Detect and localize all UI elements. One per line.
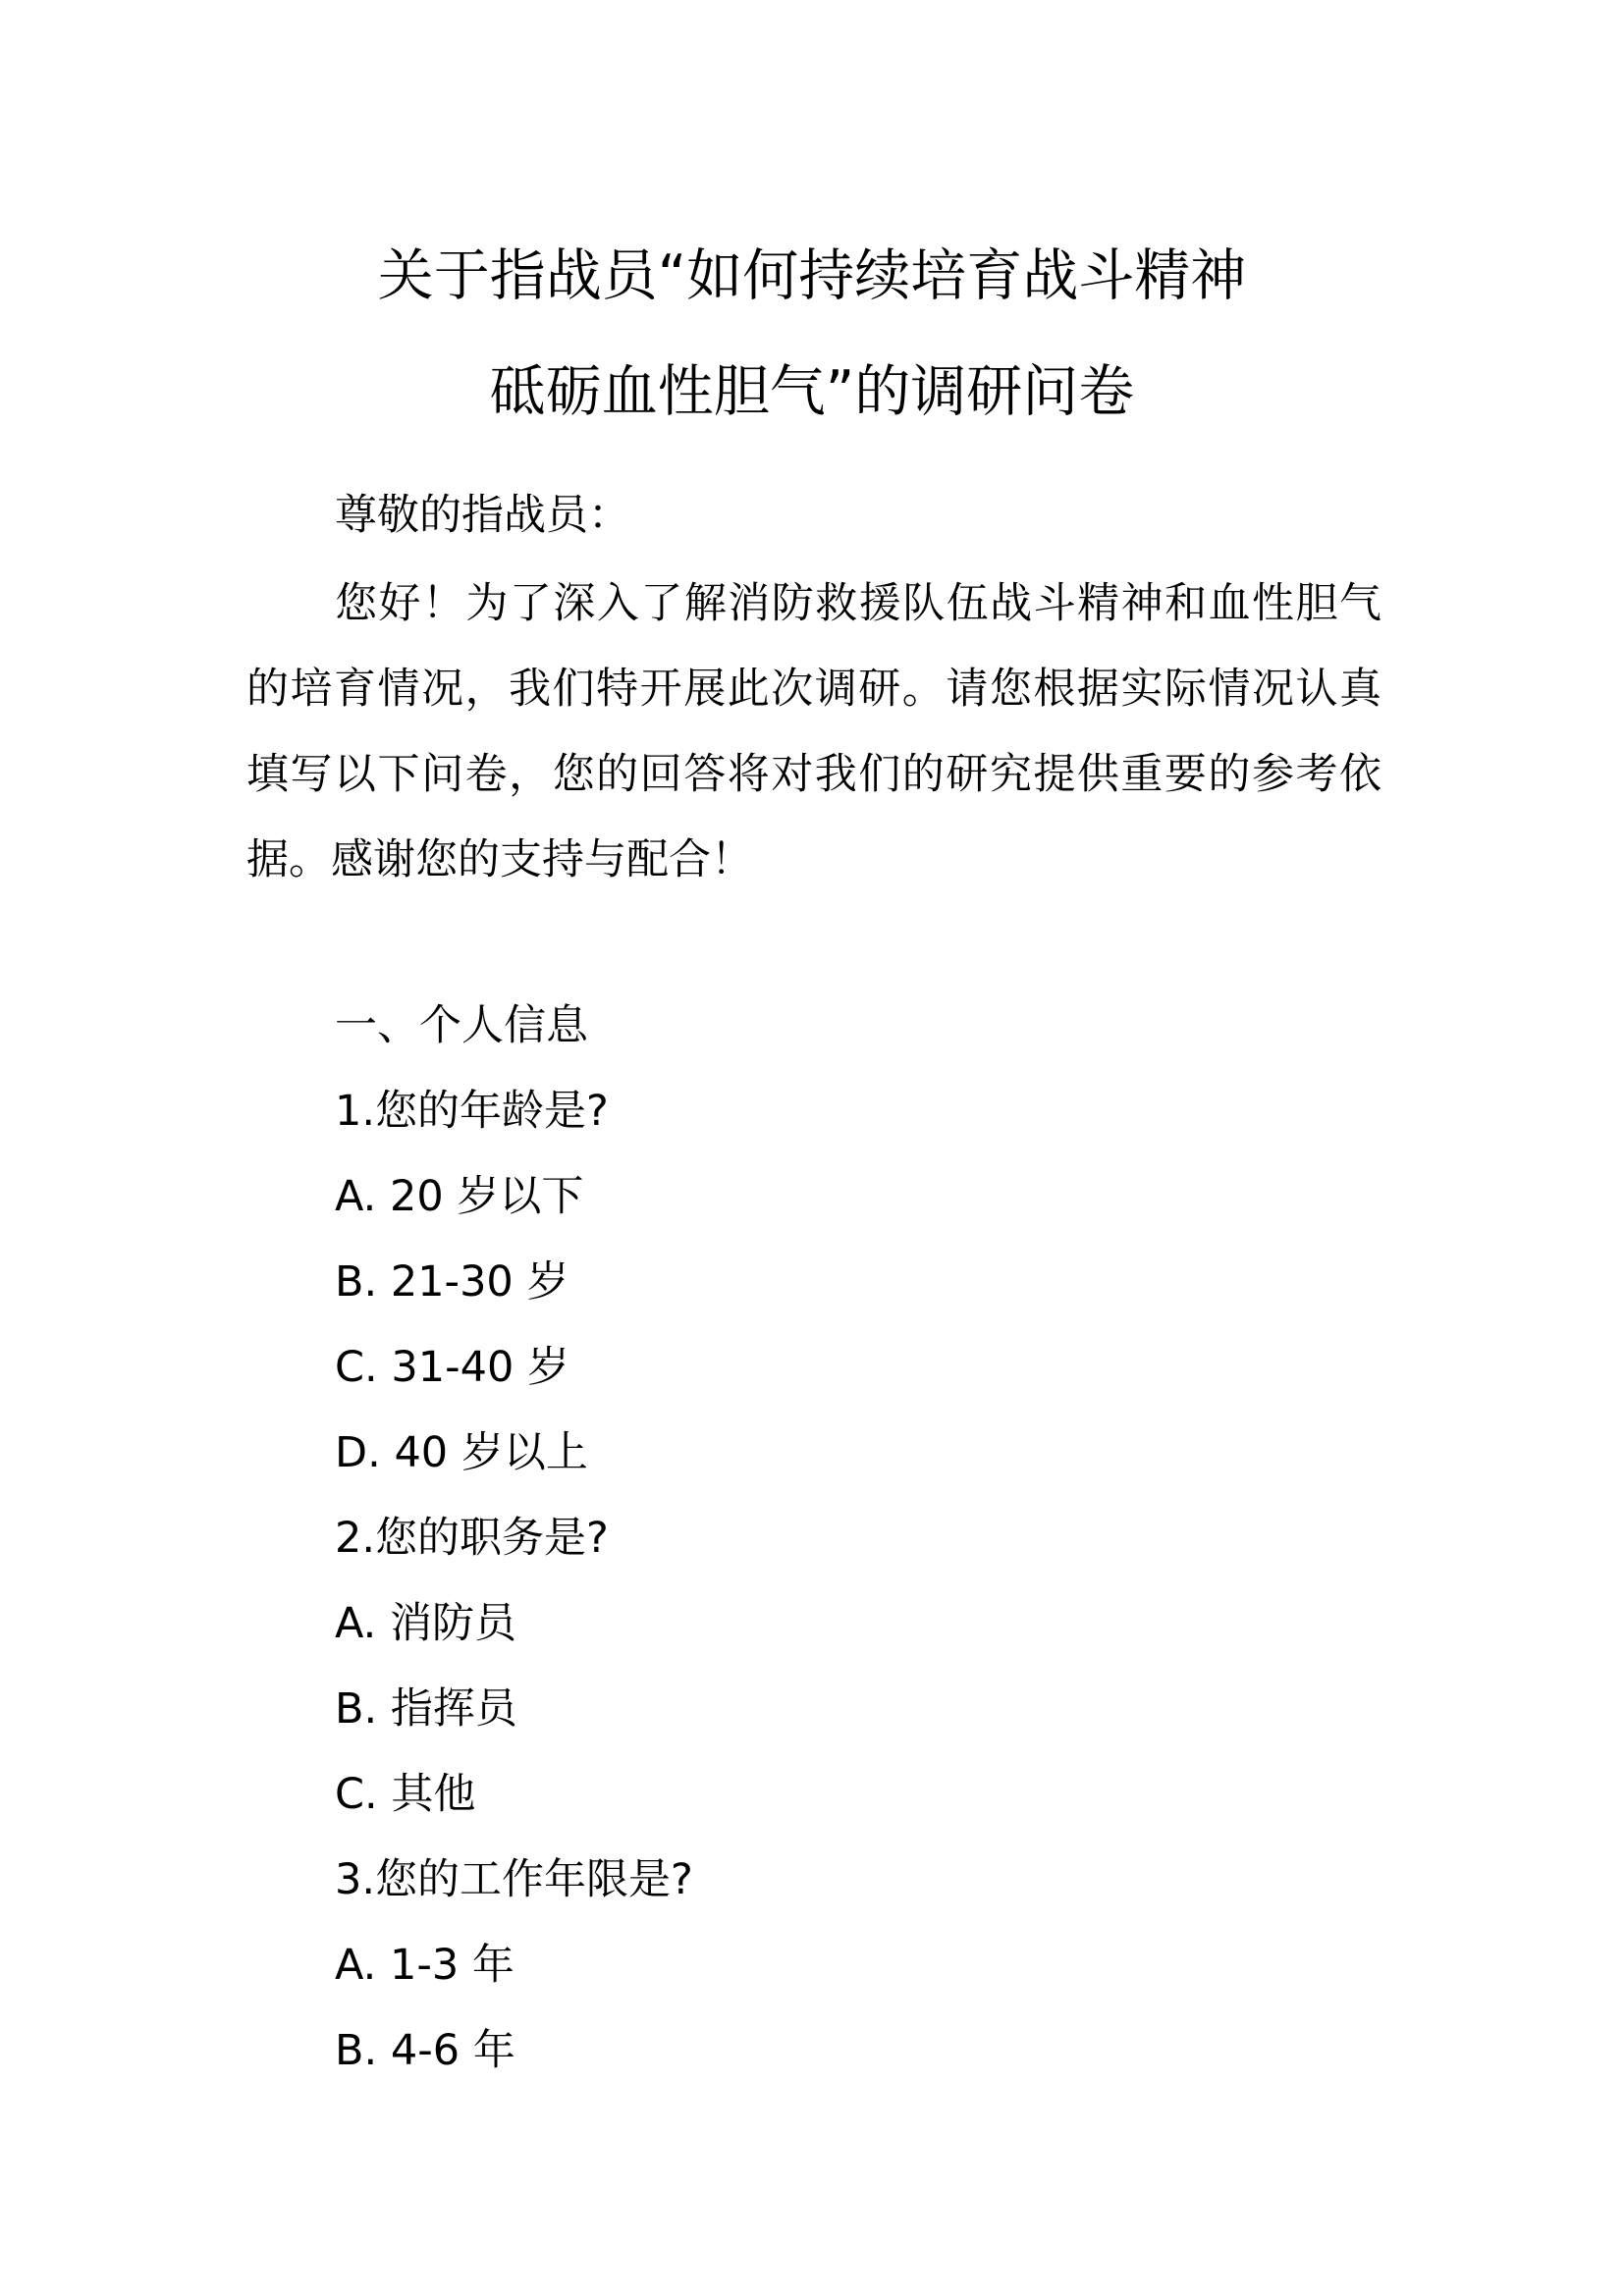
question-1: 1.您的年龄是? [335, 1087, 609, 1136]
title-line-1: 关于指战员“如何持续培育战斗精神 [377, 243, 1247, 308]
question-1-option-c: C. 31-40 岁 [335, 1343, 569, 1392]
question-3-option-b: B. 4-6 年 [335, 2026, 515, 2075]
question-2: 2.您的职务是? [335, 1514, 609, 1563]
document-title [245, 218, 1379, 450]
intro-paragraph: 您好！为了深入了解消防救援队伍战斗精神和血性胆气的培育情况，我们特开展此次调研。请您根据实际情况认真填写以下问卷，您的回答将对我们的研究提供重要的参考依据。感谢您的支持与配合！ [246, 579, 1381, 884]
question-3: 3.您的工作年限是? [335, 1855, 693, 1904]
title-line-2: 砥砺血性胆气”的调研问卷 [489, 359, 1135, 424]
survey-section-personal-info [335, 984, 693, 2094]
question-1-option-d: D. 40 岁以上 [335, 1428, 588, 1477]
question-2-option-c: C. 其他 [335, 1770, 476, 1819]
question-1-option-a: A. 20 岁以下 [335, 1172, 584, 1221]
section-heading: 一、个人信息 [335, 1001, 588, 1050]
question-3-option-a: A. 1-3 年 [335, 1941, 514, 1990]
question-1-option-b: B. 21-30 岁 [335, 1257, 569, 1307]
question-2-option-b: B. 指挥员 [335, 1684, 517, 1734]
question-2-option-a: A. 消防员 [335, 1599, 516, 1648]
greeting: 尊敬的指战员： [335, 491, 630, 540]
